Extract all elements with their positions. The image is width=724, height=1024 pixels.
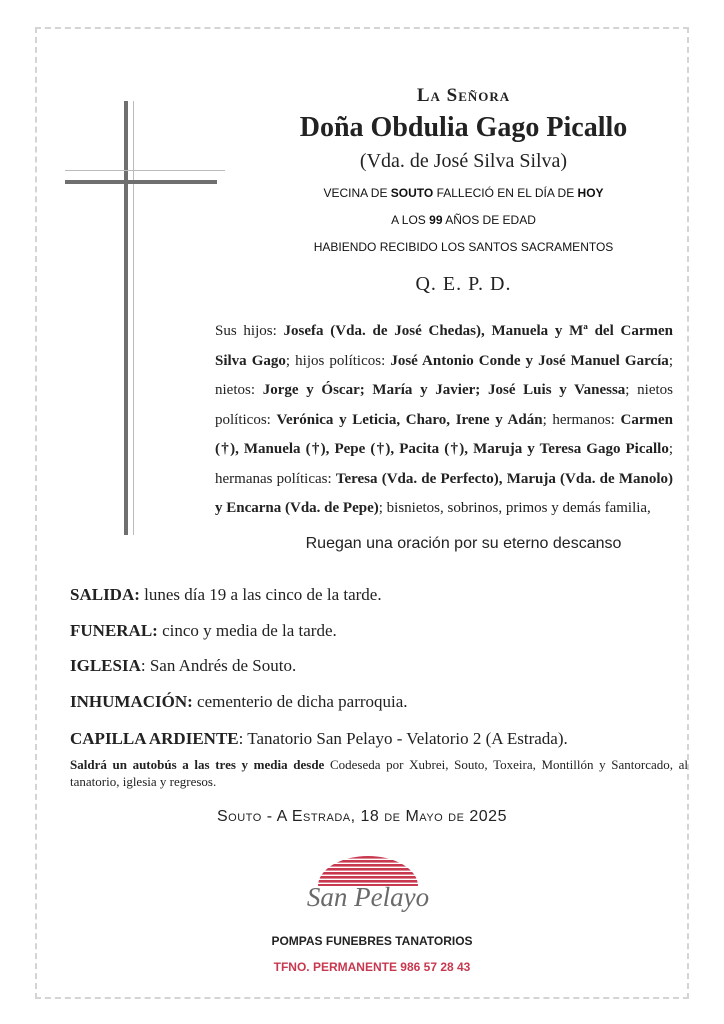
- title-la-senora: La Señora: [416, 85, 511, 106]
- family-segment: ; hijos políticos:: [285, 352, 391, 369]
- family-segment: ; hermanos:: [542, 411, 621, 428]
- event-inhumacion: INHUMACIÓN: cementerio de dicha parroquia.: [70, 692, 408, 711]
- family-segment: Jorge y Óscar; María y Javier; José Luis y Vanessa: [262, 382, 626, 398]
- logo-stripe: [318, 868, 418, 871]
- logo-stripe: [318, 876, 418, 879]
- family-segment: Sus hijos:: [215, 323, 284, 339]
- family-segment: ; bisnietos, sobrinos, primos y demás familia,: [378, 500, 651, 516]
- family-paragraph: [215, 317, 673, 524]
- deceased-name: Doña Obdulia Gago Picallo: [299, 112, 628, 143]
- qepd: Q. E. P. D.: [415, 273, 512, 295]
- family-segment: Teresa (Vda. de Perfecto), Maruja (Vda. de Manolo) y Encarna (Vda. de Pepe): [215, 470, 673, 516]
- prayer-request: Ruegan una oración por su eterno descanso: [305, 535, 622, 552]
- family-segment: Verónica y Leticia, Charo, Irene y Adán: [276, 411, 543, 428]
- family-segment: José Antonio Conde y José Manuel García: [390, 352, 669, 369]
- place-date: Souto - A Estrada, 18 de Mayo de 2025: [217, 808, 507, 825]
- family-segment: ; hermanas políticas:: [215, 441, 673, 487]
- widow-of: (Vda. de José Silva Silva): [359, 150, 568, 172]
- logo-text: San Pelayo: [306, 882, 430, 912]
- bus-note: Saldrá un autobús a las tres y media desde Codeseda por Xubrei, Souto, Toxeira, Montillón y Santorcado, al tanatorio, iglesia y regresos.: [70, 757, 688, 789]
- family-segment: ; nietos:: [215, 352, 673, 398]
- logo-stripe: [318, 872, 418, 875]
- event-salida: SALIDA: lunes día 19 a las cinco de la tarde.: [70, 585, 382, 604]
- event-iglesia: IGLESIA: San Andrés de Souto.: [70, 656, 297, 675]
- event-capilla: CAPILLA ARDIENTE: Tanatorio San Pelayo - Velatorio 2 (A Estrada).: [70, 729, 568, 748]
- company-phone: TFNO. PERMANENTE 986 57 28 43: [273, 960, 471, 974]
- sacramentos-line: HABIENDO RECIBIDO LOS SANTOS SACRAMENTOS: [313, 240, 614, 254]
- vecina-line: VECINA DE SOUTO FALLECIÓ EN EL DÍA DE HOY: [323, 186, 604, 200]
- family-segment: ; nietos políticos:: [215, 382, 673, 428]
- event-funeral: FUNERAL: cinco y media de la tarde.: [70, 621, 337, 640]
- age-line: A LOS 99 AÑOS DE EDAD: [391, 213, 536, 227]
- family-segment: Carmen (†), Manuela (†), Pepe (†), Pacita (†), Maruja y Teresa Gago Picallo: [215, 411, 673, 457]
- company-tagline: POMPAS FUNEBRES TANATORIOS: [271, 934, 473, 948]
- family-segment: Josefa (Vda. de José Chedas), Manuela y Mª del Carmen Silva Gago: [215, 323, 673, 369]
